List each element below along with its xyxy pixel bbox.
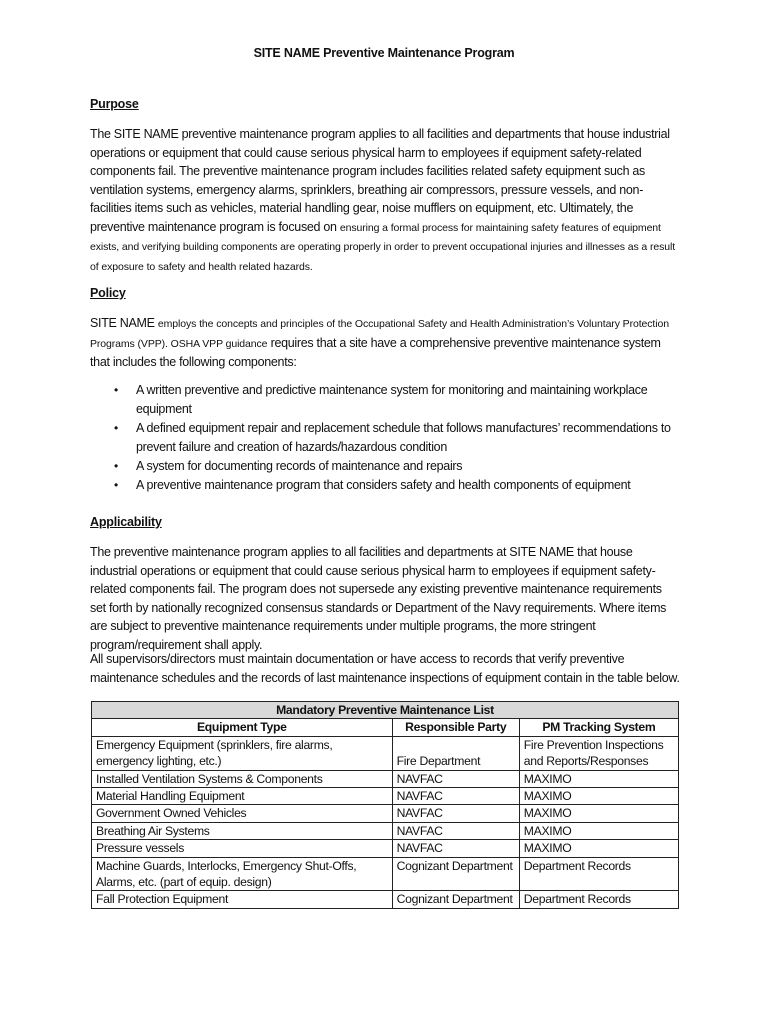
policy-text-start: SITE NAME [90,316,155,330]
cell-pm-tracking-system: MAXIMO [519,840,678,857]
column-header-pm-tracking-system: PM Tracking System [519,719,678,736]
cell-equipment-type: Machine Guards, Interlocks, Emergency Shut-Offs, Alarms, etc. (part of equip. design) [92,857,393,891]
policy-paragraph [90,314,680,372]
table-row [92,891,679,908]
cell-equipment-type: Installed Ventilation Systems & Components [92,770,393,787]
bullet-icon: • [114,478,118,492]
column-header-responsible-party: Responsible Party [392,719,519,736]
policy-heading: Policy [90,286,126,300]
cell-equipment-type: Breathing Air Systems [92,822,393,839]
table-row [92,857,679,891]
purpose-paragraph [90,125,680,276]
cell-pm-tracking-system: MAXIMO [519,805,678,822]
cell-pm-tracking-system: Department Records [519,857,678,891]
list-item-text: A system for documenting records of maintenance and repairs [136,459,463,473]
column-header-equipment-type: Equipment Type [92,719,393,736]
bullet-icon: • [114,383,118,397]
table-row [92,805,679,822]
table-row [92,788,679,805]
bullet-icon: • [114,459,118,473]
cell-equipment-type: Emergency Equipment (sprinklers, fire alarms, emergency lighting, etc.) [92,736,393,770]
cell-pm-tracking-system: Fire Prevention Inspections and Reports/Responses [519,736,678,770]
list-item-text: A preventive maintenance program that considers safety and health components of equipment [136,478,631,492]
bullet-icon: • [114,421,118,435]
table-caption: Mandatory Preventive Maintenance List [92,702,679,719]
applicability-paragraph-2: All supervisors/directors must maintain documentation or have access to records that verify preventive maintenance schedules and the records of last maintenance inspections of equipment contain in the table below. [90,652,680,685]
purpose-text: The SITE NAME preventive maintenance program applies to all facilities and departments that house industrial operations or equipment that could cause serious physical harm to employees if equipment safety-related components fail. The preventive maintenance program includes facilities related safety equipment such as ventilation systems, emergency alarms, sprinklers, breathing air compressors, pressure vessels, and non-facilities items such as vehicles, material handling gear, noise mufflers on equipment, etc. Ultimately, the preventive maintenance program is focused on [90,127,670,234]
policy-bullet-list [90,381,680,495]
purpose-text-small: ensuring a formal process for maintaining safety features of equipment exists, and verifying building components are operating properly in order to prevent occupational injuries and illnesses as a result of exposure to safety and health related hazards. [90,221,676,273]
cell-pm-tracking-system: Department Records [519,891,678,908]
cell-responsible-party: Cognizant Department [392,857,519,891]
cell-equipment-type: Material Handling Equipment [92,788,393,805]
purpose-heading: Purpose [90,97,139,111]
list-item [90,457,680,476]
applicability-heading: Applicability [90,515,162,529]
cell-pm-tracking-system: MAXIMO [519,822,678,839]
policy-text-small: employs the concepts and principles of the Occupational Safety and Health Administration’s Voluntary Protection Programs (VPP). OSHA VPP guidance [90,318,669,350]
cell-responsible-party: Cognizant Department [392,891,519,908]
cell-equipment-type: Pressure vessels [92,840,393,857]
cell-equipment-type: Government Owned Vehicles [92,805,393,822]
applicability-paragraph-1: The preventive maintenance program applies to all facilities and departments at SITE NAME that house industrial operations or equipment that could cause serious physical harm to employees if equipment safety-related components fail. The program does not supersede any existing preventive maintenance requirements set forth by nationally recognized consensus standards or Department of the Navy requirements. Where items are subject to preventive maintenance requirements under multiple programs, the more stringent program/requirement shall apply. [90,545,667,652]
list-item [90,476,680,495]
list-item [90,419,680,457]
cell-pm-tracking-system: MAXIMO [519,770,678,787]
table-row [92,736,679,770]
document-title: SITE NAME Preventive Maintenance Program [253,46,515,60]
cell-responsible-party: NAVFAC [392,840,519,857]
table-caption-row [92,702,679,719]
table-row [92,840,679,857]
list-item [90,381,680,419]
cell-responsible-party: Fire Department [392,736,519,770]
cell-responsible-party: NAVFAC [392,805,519,822]
maintenance-table [91,701,679,909]
list-item-text: A written preventive and predictive maintenance system for monitoring and maintaining workplace equipment [136,383,648,416]
cell-responsible-party: NAVFAC [392,770,519,787]
list-item-text: A defined equipment repair and replacement schedule that follows manufactures’ recommendations to prevent failure and creation of hazards/hazardous condition [136,421,671,454]
table-row [92,822,679,839]
cell-pm-tracking-system: MAXIMO [519,788,678,805]
cell-responsible-party: NAVFAC [392,822,519,839]
cell-equipment-type: Fall Protection Equipment [92,891,393,908]
policy-text-end: requires that a site have a comprehensive preventive maintenance system that includes the following components: [90,335,661,369]
table-header-row [92,719,679,736]
cell-responsible-party: NAVFAC [392,788,519,805]
table-row [92,770,679,787]
